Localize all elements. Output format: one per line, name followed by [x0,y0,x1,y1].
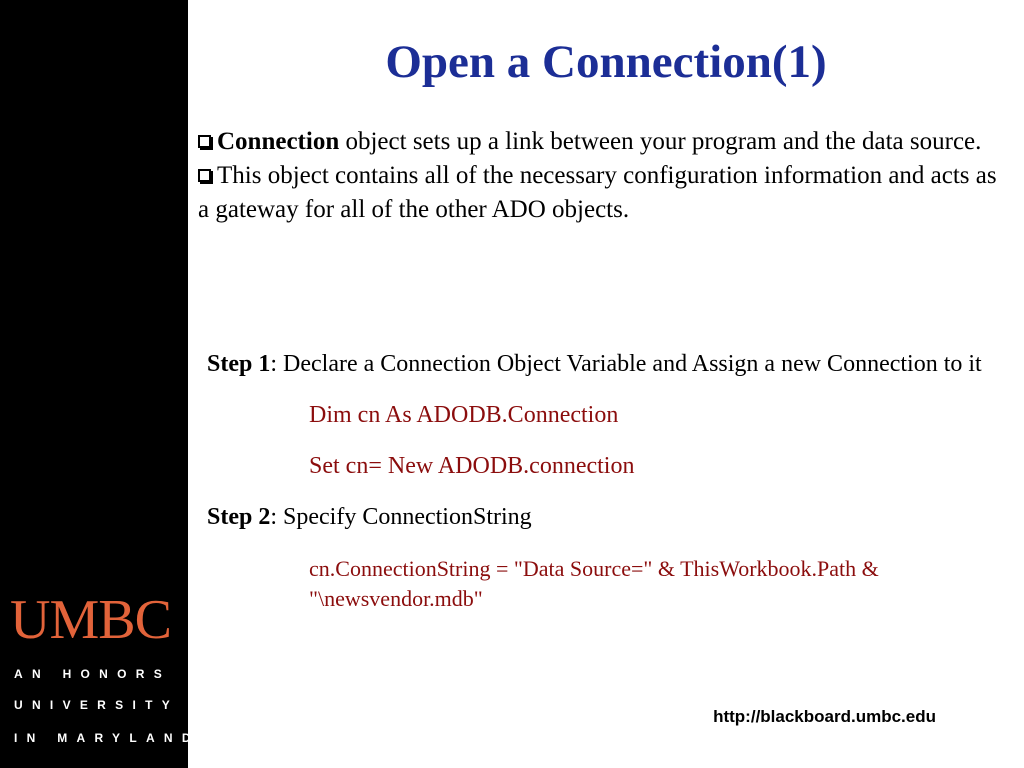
step-2 [207,501,997,534]
bullet-item-1 [198,125,1008,159]
code-line-3: cn.ConnectionString = "Data Source=" & ThisWorkbook.Path & "\newsvendor.mdb" [309,556,879,611]
step-2-text: : Specify ConnectionString [270,504,532,530]
tagline-line-3: IN MARYLAND [14,731,200,745]
code-line-1: Dim cn As ADODB.Connection [309,402,619,428]
slide-title: Open a Connection(1) [385,36,827,88]
step-1-label: Step 1 [207,351,271,377]
code-line-2: Set cn= New ADODB.connection [309,453,635,479]
bullet-list [198,125,1008,227]
tagline-line-1: AN HONORS [14,667,172,681]
step-2-label: Step 2 [207,504,271,530]
umbc-logo: UMBC [10,589,171,651]
bullet-item-2 [198,159,1008,227]
checkbox-bullet-icon [198,169,211,182]
bullet-text: object sets up a link between your program and the data source. [339,128,982,155]
bullet-bold-term: Connection [217,128,340,155]
footer-url: http://blackboard.umbc.edu [713,707,936,726]
sidebar [0,0,200,768]
bullet-text: This object contains all of the necessary configuration information and acts as a gateway for all of the other ADO objects. [198,162,997,223]
step-1-text: : Declare a Connection Object Variable and Assign a new Connection to it [270,351,982,377]
steps-block [207,348,997,614]
checkbox-bullet-icon [198,135,211,148]
tagline-line-2: UNIVERSITY [14,698,180,712]
step-1 [207,348,997,381]
